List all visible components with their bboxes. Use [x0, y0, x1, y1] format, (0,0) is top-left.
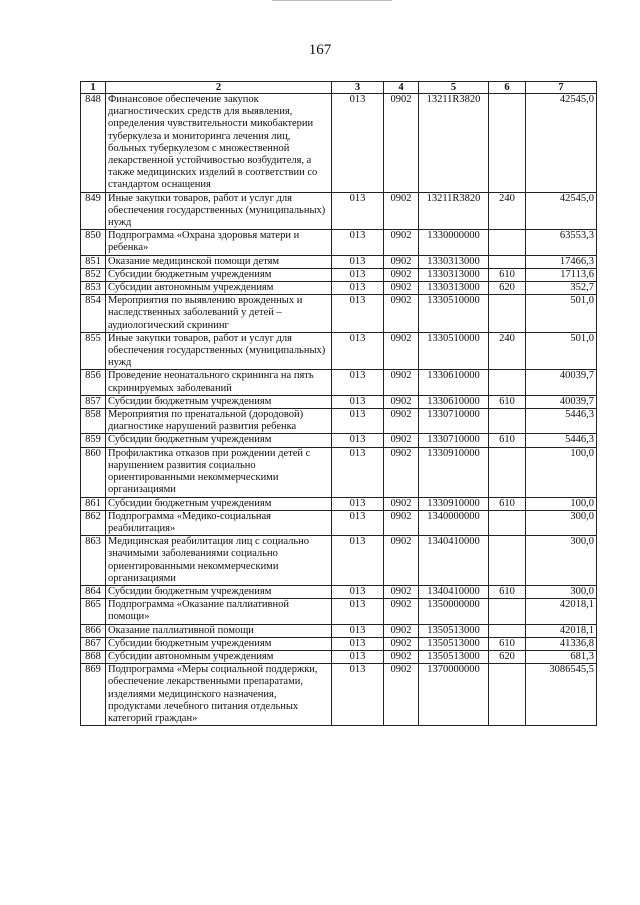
row-amount: 42545,0 [526, 192, 597, 230]
table-row [81, 637, 597, 650]
page-number: 167 [308, 42, 332, 58]
row-section-code: 0902 [384, 395, 419, 408]
row-section-code: 0902 [384, 536, 419, 586]
row-section-code: 0902 [384, 255, 419, 268]
row-target-code: 1330610000 [419, 370, 489, 395]
row-expense-type: 610 [489, 395, 526, 408]
row-ministry-code: 013 [332, 295, 384, 333]
row-name: Профилактика отказов при рождении детей с нарушением развития социально ориентированными некоммерческими организациями [106, 447, 332, 497]
row-number: 867 [81, 637, 106, 650]
row-ministry-code: 013 [332, 650, 384, 663]
table-row [81, 395, 597, 408]
row-expense-type [489, 664, 526, 726]
row-section-code: 0902 [384, 370, 419, 395]
row-name: Иные закупки товаров, работ и услуг для обеспечения государственных (муниципальных) нужд [106, 332, 332, 370]
row-expense-type [489, 255, 526, 268]
top-edge-line [272, 0, 392, 1]
row-expense-type [489, 370, 526, 395]
row-expense-type [489, 447, 526, 497]
row-target-code: 1330910000 [419, 447, 489, 497]
row-amount: 17113,6 [526, 268, 597, 281]
row-section-code: 0902 [384, 585, 419, 598]
row-expense-type [489, 230, 526, 255]
column-header: 7 [526, 82, 597, 94]
row-target-code: 1340000000 [419, 510, 489, 535]
row-number: 860 [81, 447, 106, 497]
row-target-code: 1330510000 [419, 295, 489, 333]
row-section-code: 0902 [384, 637, 419, 650]
row-name: Оказание медицинской помощи детям [106, 255, 332, 268]
row-ministry-code: 013 [332, 497, 384, 510]
row-name: Иные закупки товаров, работ и услуг для обеспечения государственных (муниципальных) нужд [106, 192, 332, 230]
row-ministry-code: 013 [332, 447, 384, 497]
row-target-code: 1340410000 [419, 536, 489, 586]
row-name: Субсидии бюджетным учреждениям [106, 395, 332, 408]
row-number: 869 [81, 664, 106, 726]
row-ministry-code: 013 [332, 370, 384, 395]
table-row [81, 510, 597, 535]
row-expense-type: 610 [489, 268, 526, 281]
row-number: 858 [81, 409, 106, 434]
row-amount: 63553,3 [526, 230, 597, 255]
row-amount: 42018,1 [526, 599, 597, 624]
row-name: Мероприятия по пренатальной (дородовой) диагностике нарушений развития ребенка [106, 409, 332, 434]
row-number: 857 [81, 395, 106, 408]
table-row [81, 282, 597, 295]
row-number: 850 [81, 230, 106, 255]
row-ministry-code: 013 [332, 624, 384, 637]
row-target-code: 1350513000 [419, 650, 489, 663]
row-target-code: 1330313000 [419, 282, 489, 295]
row-section-code: 0902 [384, 434, 419, 447]
row-number: 855 [81, 332, 106, 370]
row-expense-type: 240 [489, 332, 526, 370]
row-target-code: 1330313000 [419, 268, 489, 281]
table-row [81, 585, 597, 598]
row-section-code: 0902 [384, 510, 419, 535]
table-row [81, 268, 597, 281]
row-ministry-code: 013 [332, 94, 384, 193]
row-expense-type [489, 624, 526, 637]
row-target-code: 1350513000 [419, 637, 489, 650]
row-number: 851 [81, 255, 106, 268]
row-section-code: 0902 [384, 497, 419, 510]
row-section-code: 0902 [384, 664, 419, 726]
row-name: Субсидии бюджетным учреждениям [106, 434, 332, 447]
row-number: 852 [81, 268, 106, 281]
row-amount: 42545,0 [526, 94, 597, 193]
row-expense-type: 610 [489, 637, 526, 650]
row-name: Подпрограмма «Медико-социальная реабилитация» [106, 510, 332, 535]
table-row [81, 409, 597, 434]
row-amount: 501,0 [526, 295, 597, 333]
row-expense-type: 610 [489, 497, 526, 510]
row-amount: 41336,8 [526, 637, 597, 650]
row-target-code: 1330313000 [419, 255, 489, 268]
budget-table [80, 81, 597, 726]
row-name: Субсидии бюджетным учреждениям [106, 637, 332, 650]
row-number: 864 [81, 585, 106, 598]
row-ministry-code: 013 [332, 434, 384, 447]
column-header: 3 [332, 82, 384, 94]
row-ministry-code: 013 [332, 255, 384, 268]
row-expense-type: 610 [489, 434, 526, 447]
row-ministry-code: 013 [332, 536, 384, 586]
table-row [81, 192, 597, 230]
row-number: 863 [81, 536, 106, 586]
row-target-code: 13211R3820 [419, 192, 489, 230]
row-amount: 300,0 [526, 536, 597, 586]
row-section-code: 0902 [384, 295, 419, 333]
table-row [81, 94, 597, 193]
row-section-code: 0902 [384, 409, 419, 434]
row-target-code: 1350000000 [419, 599, 489, 624]
row-amount: 17466,3 [526, 255, 597, 268]
row-number: 862 [81, 510, 106, 535]
row-ministry-code: 013 [332, 192, 384, 230]
table-row [81, 230, 597, 255]
row-number: 868 [81, 650, 106, 663]
table-body [81, 94, 597, 726]
row-ministry-code: 013 [332, 282, 384, 295]
row-amount: 100,0 [526, 447, 597, 497]
row-name: Подпрограмма «Меры социальной поддержки, обеспечение лекарственными препаратами, изделиями медицинского назначения, продуктами лечебного питания отдельных категорий граждан» [106, 664, 332, 726]
row-name: Субсидии автономным учреждениям [106, 650, 332, 663]
row-number: 854 [81, 295, 106, 333]
table-row [81, 664, 597, 726]
row-section-code: 0902 [384, 650, 419, 663]
table-row [81, 370, 597, 395]
row-target-code: 1330510000 [419, 332, 489, 370]
row-target-code: 1340410000 [419, 585, 489, 598]
table-row [81, 447, 597, 497]
row-expense-type [489, 409, 526, 434]
row-number: 848 [81, 94, 106, 193]
row-section-code: 0902 [384, 332, 419, 370]
row-expense-type: 240 [489, 192, 526, 230]
column-header: 1 [81, 82, 106, 94]
row-amount: 5446,3 [526, 434, 597, 447]
column-header: 6 [489, 82, 526, 94]
row-amount: 3086545,5 [526, 664, 597, 726]
table-row [81, 332, 597, 370]
row-amount: 42018,1 [526, 624, 597, 637]
row-amount: 300,0 [526, 510, 597, 535]
row-expense-type: 620 [489, 282, 526, 295]
row-target-code: 1330910000 [419, 497, 489, 510]
row-section-code: 0902 [384, 268, 419, 281]
row-target-code: 1370000000 [419, 664, 489, 726]
row-number: 849 [81, 192, 106, 230]
row-name: Мероприятия по выявлению врожденных и наследственных заболеваний у детей – аудиологический скрининг [106, 295, 332, 333]
row-target-code: 1330000000 [419, 230, 489, 255]
row-amount: 352,7 [526, 282, 597, 295]
column-header: 5 [419, 82, 489, 94]
row-name: Субсидии бюджетным учреждениям [106, 585, 332, 598]
row-ministry-code: 013 [332, 230, 384, 255]
row-ministry-code: 013 [332, 268, 384, 281]
table-row [81, 497, 597, 510]
row-ministry-code: 013 [332, 332, 384, 370]
row-target-code: 13211R3820 [419, 94, 489, 193]
column-header: 2 [106, 82, 332, 94]
row-name: Субсидии автономным учреждениям [106, 282, 332, 295]
row-ministry-code: 013 [332, 599, 384, 624]
row-amount: 100,0 [526, 497, 597, 510]
row-amount: 5446,3 [526, 409, 597, 434]
row-name: Субсидии бюджетным учреждениям [106, 268, 332, 281]
row-expense-type [489, 536, 526, 586]
row-expense-type [489, 599, 526, 624]
row-amount: 300,0 [526, 585, 597, 598]
table-row [81, 255, 597, 268]
row-ministry-code: 013 [332, 585, 384, 598]
table-row [81, 536, 597, 586]
row-target-code: 1330710000 [419, 434, 489, 447]
row-name: Медицинская реабилитация лиц с социально значимыми заболеваниями социально ориентированными некоммерческими организациями [106, 536, 332, 586]
row-section-code: 0902 [384, 94, 419, 193]
row-target-code: 1330710000 [419, 409, 489, 434]
row-expense-type: 610 [489, 585, 526, 598]
row-number: 866 [81, 624, 106, 637]
row-target-code: 1330610000 [419, 395, 489, 408]
row-ministry-code: 013 [332, 409, 384, 434]
row-amount: 40039,7 [526, 370, 597, 395]
row-amount: 501,0 [526, 332, 597, 370]
row-expense-type [489, 295, 526, 333]
row-ministry-code: 013 [332, 395, 384, 408]
row-expense-type [489, 510, 526, 535]
row-name: Подпрограмма «Охрана здоровья матери и ребенка» [106, 230, 332, 255]
row-name: Подпрограмма «Оказание паллиативной помощи» [106, 599, 332, 624]
row-name: Субсидии бюджетным учреждениям [106, 497, 332, 510]
row-ministry-code: 013 [332, 664, 384, 726]
table-row [81, 434, 597, 447]
row-ministry-code: 013 [332, 637, 384, 650]
row-number: 859 [81, 434, 106, 447]
row-ministry-code: 013 [332, 510, 384, 535]
row-name: Проведение неонатального скрининга на пять скринируемых заболеваний [106, 370, 332, 395]
row-number: 861 [81, 497, 106, 510]
table-row [81, 295, 597, 333]
row-expense-type [489, 94, 526, 193]
row-number: 865 [81, 599, 106, 624]
table-header-row [81, 82, 597, 94]
row-section-code: 0902 [384, 230, 419, 255]
row-amount: 40039,7 [526, 395, 597, 408]
table-row [81, 650, 597, 663]
column-header: 4 [384, 82, 419, 94]
row-number: 853 [81, 282, 106, 295]
row-target-code: 1350513000 [419, 624, 489, 637]
row-name: Финансовое обеспечение закупок диагностических средств для выявления, определения чувствительности микобактерии туберкулеза и мониторинга лечения лиц, больных туберкулезом с множественной лекарственной устойчивостью возбудителя, а также медицинских изделий в соответствии со стандартом оснащения [106, 94, 332, 193]
table-row [81, 599, 597, 624]
row-section-code: 0902 [384, 282, 419, 295]
row-expense-type: 620 [489, 650, 526, 663]
row-section-code: 0902 [384, 599, 419, 624]
row-section-code: 0902 [384, 447, 419, 497]
row-section-code: 0902 [384, 624, 419, 637]
row-number: 856 [81, 370, 106, 395]
row-section-code: 0902 [384, 192, 419, 230]
row-amount: 681,3 [526, 650, 597, 663]
table-row [81, 624, 597, 637]
row-name: Оказание паллиативной помощи [106, 624, 332, 637]
